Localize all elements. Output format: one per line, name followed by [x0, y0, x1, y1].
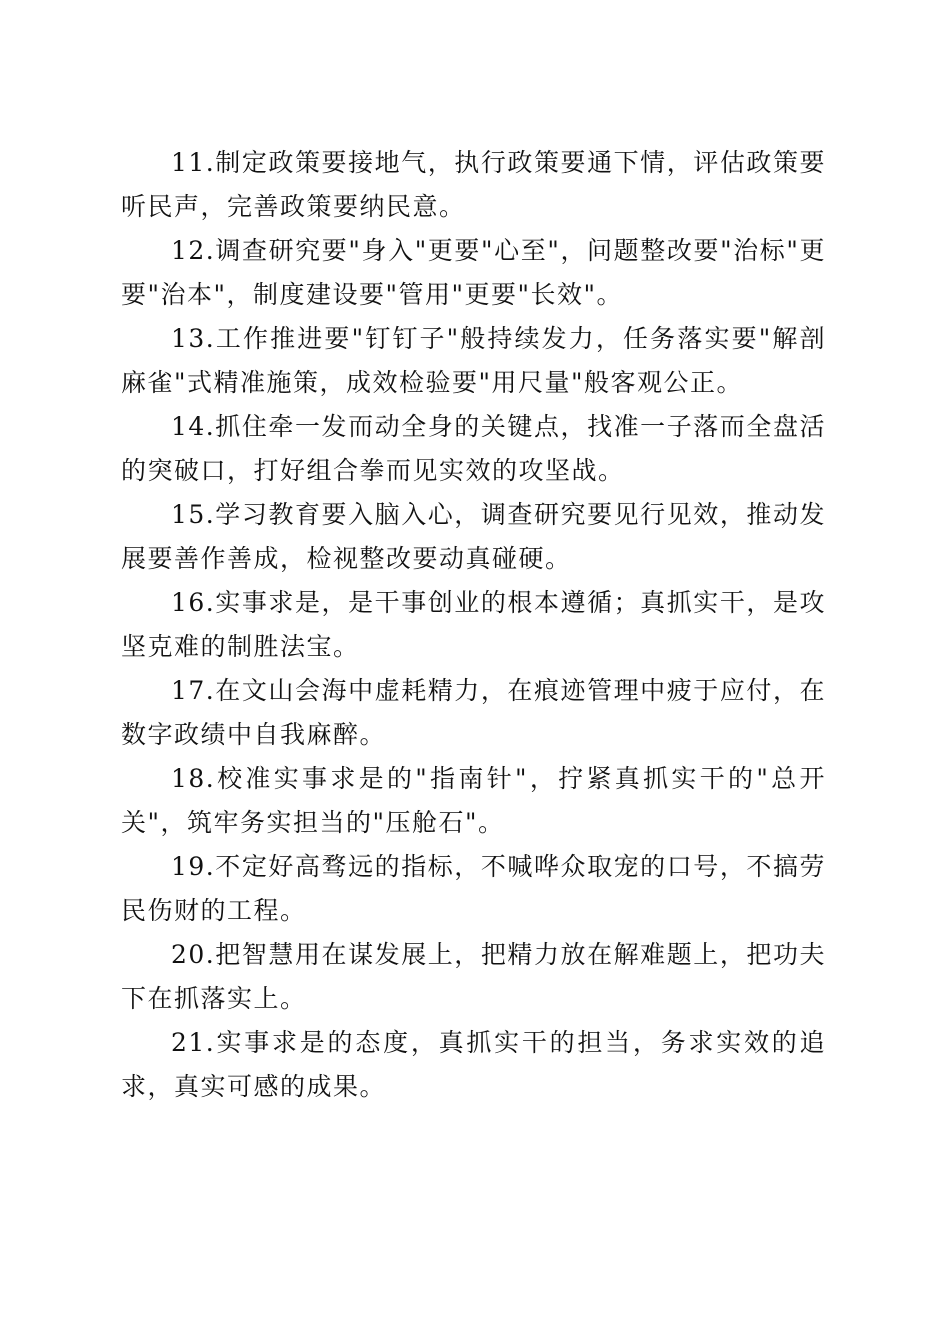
paragraph-19: 19.不定好高骛远的指标，不喊哗众取宠的口号，不搞劳民伤财的工程。	[121, 852, 826, 925]
paragraph-12: 12.调查研究要"身入"更要"心至"，问题整改要"治标"更要"治本"，制度建设要"管用"更要"长效"。	[121, 236, 826, 309]
paragraph-11: 11.制定政策要接地气，执行政策要通下情，评估政策要听民声，完善政策要纳民意。	[121, 148, 826, 221]
paragraph-21: 21.实事求是的态度，真抓实干的担当，务求实效的追求，真实可感的成果。	[121, 1028, 826, 1101]
paragraph-18: 18.校准实事求是的"指南针"，拧紧真抓实干的"总开关"，筑牢务实担当的"压舱石"。	[121, 764, 826, 837]
paragraph-20: 20.把智慧用在谋发展上，把精力放在解难题上，把功夫下在抓落实上。	[121, 940, 826, 1013]
paragraph-13: 13.工作推进要"钉钉子"般持续发力，任务落实要"解剖麻雀"式精准施策，成效检验要"用尺量"般客观公正。	[121, 324, 826, 397]
paragraph-17: 17.在文山会海中虚耗精力，在痕迹管理中疲于应付，在数字政绩中自我麻醉。	[121, 676, 826, 749]
paragraph-16: 16.实事求是，是干事创业的根本遵循；真抓实干，是攻坚克难的制胜法宝。	[121, 588, 826, 661]
paragraph-14: 14.抓住牵一发而动全身的关键点，找准一子落而全盘活的突破口，打好组合拳而见实效的攻坚战。	[121, 412, 826, 485]
document-body	[121, 141, 826, 1109]
paragraph-15: 15.学习教育要入脑入心，调查研究要见行见效，推动发展要善作善成，检视整改要动真碰硬。	[121, 500, 826, 573]
